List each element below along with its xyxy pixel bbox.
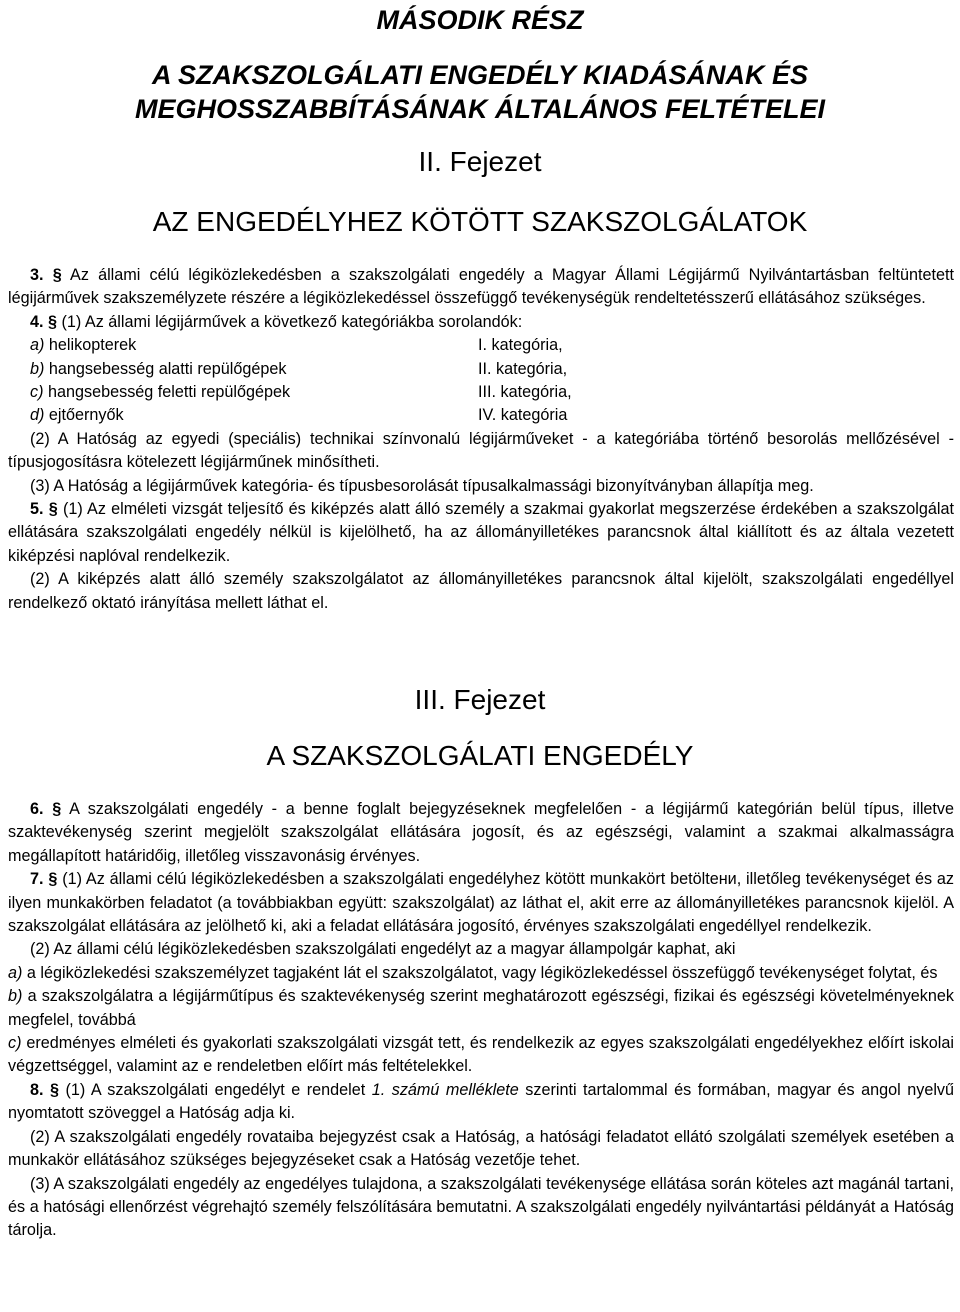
section-6: 6. § A szakszolgálati engedély - a benne foglalt bejegyzéseknek megfelelően - a légijármű kategórián belül típus, illetve szaktevékenység szerint megjelölt szakszolgálat ellátására jogosít, és az egészségi, valamint a szakmai alkalmasságra megállapított határidőig, illetőleg visszavonásig érvényes. [8,800,955,865]
section-sign-icon: § [48,870,58,889]
section-8-para-3: (3) A szakszolgálati engedély az engedélyes tulajdona, a szakszolgálati tevékenysége ellátása során köteles azt magánál tartani, és a hatósági ellenőrzést végrehajtó személy felszólítására bemutatni. A szakszolgálati engedély nyilvántartási példányát a Hatóság tárolja. [8,1174,954,1240]
section-7-item-b: b) a szakszolgálatra a légijárműtípus és szaktevékenység szerint meghatározott egészségi, fizikai és egészségi követelményeknek megfelel, továbbá [8,987,954,1029]
section-4: 4. § (1) Az állami légijárművek a következő kategóriákba sorolandók: [30,312,523,331]
category-row: a) helikopterek I. kategória, [30,336,563,355]
section-5: 5. § (1) Az elméleti vizsgát teljesítő és kiképzés alatt álló személy a szakmai gyakorlat megszerzése érdekében a szakszolgálat ellátására szakszolgálati engedély nélkül is kijelölhető, ha az állományilletékes parancsnok által kiállított és az általa vezetett kiképzési naplóval rendelkezik. [8,500,955,565]
section-4-para-3: (3) A Hatóság a légijárművek kategória- és típusbesorolását típusalkalmassági bizonyítványban állapítja meg. [30,476,814,495]
part-title: MÁSODIK RÉSZ [376,5,584,35]
chapter-3-number: III. Fejezet [414,684,546,715]
section-sign-icon: § [48,500,58,519]
section-3: 3. § Az állami célú légiközlekedésben a szakszolgálati engedély a Magyar Állami Légijármű Nyilvántartásban feltüntetett légijárművek szakszemélyzete részére a légiközlekedéssel összefüggő tevékenységük rendeltetésszerű ellátásához szükséges. [8,266,954,308]
section-4-para-2: (2) A Hatóság az egyedi (speciális) technikai színvonalú légijárműveket - a kategóriába történő besorolás mellőzésével - típusjogosításra kötelezett légijárműnek minősítheti. [8,429,954,472]
section-7-item-a: a) a légiközlekedési szakszemélyzet tagjaként lát el szakszolgálatot, vagy légiközlekedéssel összefüggő tevékenységet folytat, és [8,963,938,982]
category-row: d) ejtőernyők IV. kategória [30,406,568,425]
section-7-para-2: (2) Az állami célú légiközlekedésben szakszolgálati engedélyt az a magyar állampolgár kaphat, aki [30,940,736,959]
chapter-2-title: AZ ENGEDÉLYHEZ KÖTÖTT SZAKSZOLGÁLATOK [152,206,808,237]
section-sign-icon: § [48,312,58,331]
chapter-2-number: II. Fejezet [418,146,542,177]
category-row: b) hangsebesség alatti repülőgépek II. kategória, [30,359,568,378]
section-8-para-2: (2) A szakszolgálati engedély rovataiba bejegyzést csak a Hatóság, a hatósági feladatot ellátó szolgálati személyek esetében a munkakör ellátásához szükséges bejegyzéseket csak a Hatóság vezetője tehet. [8,1127,954,1170]
section-7-item-c: c) eredményes elméleti és gyakorlati szakszolgálati vizsgát tett, és rendelkezik az egyes szakszolgálati engedélyekhez előírt iskolai végzettséggel, valamint az e rendeletben előírt más feltételekkel. [8,1034,955,1076]
annex-reference: 1. számú melléklete [371,1080,519,1099]
category-row: c) hangsebesség feletti repülőgépek III. kategória, [30,383,572,402]
section-7: 7. § (1) Az állami célú légiközlekedésben a szakszolgálati engedélyhez kötött munkakört betöltени, illetőleg tevékenységet és az ilyen munkakörben feladatot (a továbbiakban együtt: szakszolgálat) az láthat el, akit erre az állományilletékes parancsnok kijelöl. A szakszolgálat ellátására az jelölhető ki, aki a feladat ellátására jogosító, érvényes szakszolgálati engedéllyel rendelkezik. [8,870,954,936]
section-8: 8. § (1) A szakszolgálati engedélyt e rendelet 1. számú melléklete szerinti tartalommal és formában, magyar és angol nyelvű nyomtatott szöveggel a Hatóság adja ki. [8,1080,955,1123]
section-block-1 [8,264,954,615]
part-subtitle-line1: A SZAKSZOLGÁLATI ENGEDÉLY KIADÁSÁNAK ÉS [151,60,809,90]
section-5-para-2: (2) A kiképzés alatt álló személy szakszolgálatot az állományilletékes parancsnok által kijelölt, szakszolgálati engedéllyel rendelkező oktató irányítása mellett láthat el. [8,570,954,612]
section-block-2 [8,798,954,1243]
section-sign-icon: § [52,266,62,284]
chapter-3-title: A SZAKSZOLGÁLATI ENGEDÉLY [266,740,694,771]
section-sign-icon: § [52,800,62,818]
section-sign-icon: § [50,1080,60,1099]
part-subtitle-line2: MEGHOSSZABBÍTÁSÁNAK ÁLTALÁNOS FELTÉTELEI [135,94,825,124]
part-subtitle [0,58,960,126]
